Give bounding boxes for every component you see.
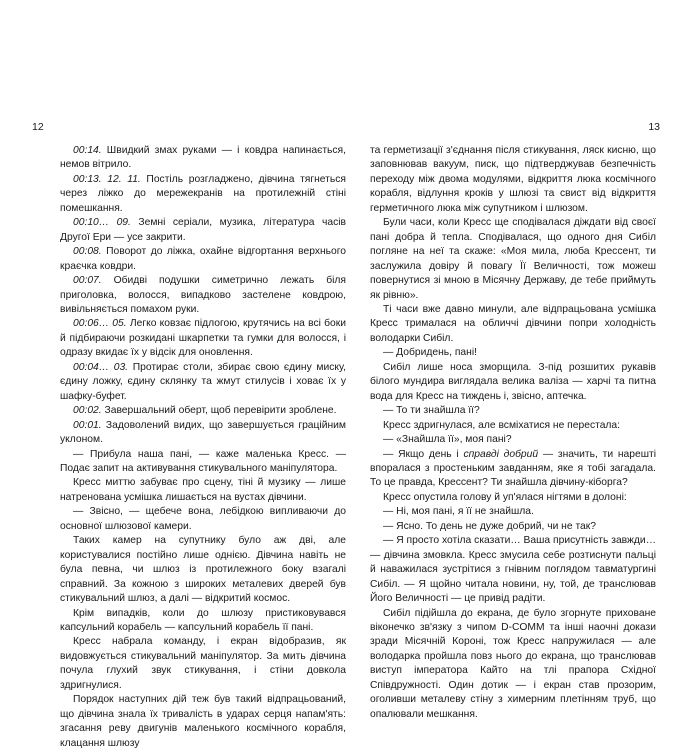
paragraph-text: Обидві подушки симетрично лежать біля приголовка, волосся, випадково застелене ковдрою, вивільняється помахом руки. bbox=[60, 275, 346, 315]
paragraph bbox=[60, 245, 346, 274]
paragraph-text: — Звісно, — щебече вона, лебідкою випливаючи до основної шлюзової камери. bbox=[60, 506, 346, 532]
paragraph bbox=[370, 346, 656, 360]
paragraph bbox=[60, 607, 346, 636]
paragraph-text: Протирає столи, збирає свою єдину миску, єдину ложку, єдину склянку та жмут стилусів і ховає їх у шафку-буфет. bbox=[60, 361, 346, 402]
paragraph-text: Сибіл підійшла до екрана, де було згорнуте приховане віконечко зв'язку з чипом D-COMM та інші наочні докази зради Місячній Короні, тож Кресс напружилася — але володарка пройшла повз нього до екрана, що транслював виступ імператора Кайто на тлі прапора Східної Співдружності. Один дотик — і екран став прозорим, оголивши металеву стіну з химерним плетінням труб, що опалювали мешкання. bbox=[370, 607, 656, 720]
paragraph bbox=[60, 505, 346, 534]
paragraph-text: — Прибула наша пані, — каже маленька Кресс. — Подає запит на активування стикувального маніпулятора. bbox=[60, 448, 346, 474]
paragraph bbox=[60, 216, 346, 245]
paragraph-text: Кресс здригнулася, але всміхатися не перестала: bbox=[383, 419, 621, 431]
paragraph-text: Крім випадків, коли до шлюзу пристиковувався капсульний корабель — капсульний корабель її пані. bbox=[60, 607, 346, 633]
paragraph bbox=[370, 448, 656, 491]
paragraph bbox=[60, 476, 346, 505]
paragraph-text: — Добридень, пані! bbox=[383, 347, 477, 359]
paragraph bbox=[60, 534, 346, 606]
paragraph-text: Постіль розгладжено, дівчина тягнеться через ліжко до мережекранів на протилежній стіні помешкання. bbox=[60, 173, 346, 214]
paragraph-text: Таких камер на супутнику було аж дві, але користувалися постійно лише однією. Дівчина навіть не була певна, чи шлюз із протилежного боку взагалі справний. За кожною з широких металевих дверей був стикувальний шлюз, а далі — відкритий космос. bbox=[60, 535, 346, 605]
left-page-text bbox=[60, 144, 346, 751]
paragraph bbox=[60, 635, 346, 693]
paragraph-text: — «Знайшла її», моя пані? bbox=[383, 434, 512, 446]
timestamp: 00:08. bbox=[73, 246, 102, 258]
paragraph bbox=[370, 505, 656, 519]
paragraph bbox=[60, 448, 346, 477]
paragraph-text: Земні серіали, музика, література часів Другої Ери — усе закрити. bbox=[60, 217, 346, 243]
paragraph bbox=[370, 361, 656, 404]
paragraph bbox=[60, 144, 346, 173]
paragraph bbox=[370, 404, 656, 418]
paragraph-text: Завершальний оберт, щоб перевірити зроблене. bbox=[101, 405, 337, 417]
timestamp: 00:14. bbox=[73, 145, 102, 156]
page-number-right: 13 bbox=[648, 121, 660, 133]
right-page-text bbox=[370, 144, 656, 722]
paragraph-text: Задоволений видих, що завершується граційним уклоном. bbox=[60, 419, 346, 446]
page-number-left: 12 bbox=[32, 121, 44, 133]
emphasis-text: справді добрий bbox=[463, 448, 539, 460]
paragraph bbox=[370, 491, 656, 505]
paragraph bbox=[370, 216, 656, 303]
timestamp: 00:06… 05. bbox=[73, 318, 127, 330]
timestamp: 00:04… 03. bbox=[73, 361, 129, 373]
paragraph bbox=[60, 404, 346, 418]
paragraph-text: Швидкий змах руками — і ковдра напинається, немов вітрило. bbox=[60, 145, 346, 171]
paragraph bbox=[370, 534, 656, 606]
timestamp: 00:07. bbox=[73, 275, 102, 287]
paragraph-text: Кресс опустила голову й уп'ялася нігтями в долоні: bbox=[383, 491, 627, 503]
paragraph bbox=[370, 607, 656, 723]
paragraph-text: Легко ковзає підлогою, крутячись на всі боки й підбираючи розкидані шкарпетки та гумки для волосся, і одразу вкидає їх у відсік для оновлення. bbox=[60, 318, 346, 359]
paragraph bbox=[370, 520, 656, 534]
paragraph-text: Кресс миттю забуває про сцену, тіні й музику — лише натренована усмішка лишається на вустах дівчини. bbox=[60, 477, 346, 503]
paragraph-text: Порядок наступних дій теж був такий відпрацьований, що дівчина знала їх тривалість в ударах серця напам'ять: згасання реву двигунів маленького космічного корабля, клацання шлюзу bbox=[60, 694, 346, 749]
paragraph bbox=[60, 361, 346, 404]
timestamp: 00:13. 12. 11. bbox=[73, 173, 141, 185]
timestamp: 00:10… 09. bbox=[73, 217, 131, 229]
timestamp: 00:01. bbox=[73, 419, 102, 431]
paragraph bbox=[370, 419, 656, 433]
paragraph bbox=[60, 317, 346, 360]
paragraph bbox=[370, 433, 656, 447]
paragraph-text: — значить, ти нарешті впоралася з простеньким завданням, яке я тобі загадала. То це правда, Крессент? Ти знайшла дівчину-кіборга? bbox=[370, 448, 656, 489]
paragraph bbox=[60, 173, 346, 216]
paragraph-text: Сибіл лише носа зморщила. З-під розшитих рукавів білого мундира виглядала велика валіза — харчі та питна вода для Кресс на тиждень і, звісно, аптечка. bbox=[370, 361, 656, 402]
paragraph bbox=[60, 274, 346, 317]
paragraph-text: — Ні, моя пані, я її не знайшла. bbox=[383, 506, 534, 518]
paragraph-text: Поворот до ліжка, охайне відгортання верхнього краєчка ковдри. bbox=[60, 246, 346, 272]
paragraph-text: — Я просто хотіла сказати… Ваша присутність завжди… — дівчина змовкла. Кресс змусила себе розтиснути пальці й наважилася зустрітися з гнівним поглядом тавматургині Сибіл. — Я щойно читала новини, ну, той, де транслював Його Величності — це привід радіти. bbox=[370, 535, 656, 605]
paragraph-text: — Якщо день і bbox=[383, 448, 464, 460]
paragraph bbox=[60, 419, 346, 448]
paragraph-text: Ті часи вже давно минули, але відпрацьована усмішка Кресс трималася на обличчі дівчини попри холодність володарки Сибіл. bbox=[370, 303, 656, 344]
timestamp: 00:02. bbox=[73, 405, 102, 417]
paragraph-text: — То ти знайшла її? bbox=[383, 405, 480, 417]
paragraph bbox=[60, 693, 346, 751]
paragraph-text: Кресс набрала команду, і екран відобразив, як видовжується стикувальний маніпулятор. За мить дівчина почула глухий звук стикування, і стіни довкола здригнулися. bbox=[60, 636, 346, 691]
paragraph bbox=[370, 144, 656, 216]
paragraph-text: Були часи, коли Кресс ще сподівалася діждати від своєї пані добра й тепла. Сподівалася, що одного дня Сибіл погляне на неї та скаже: «Моя мила, люба Крессент, ти заслужила довіру й повагу Її Величності, тож можеш повернутися зі мною в Місячну Державу, де тебе приймуть як рівню». bbox=[370, 217, 656, 301]
paragraph-text: та герметизації з'єднання після стикування, ляск кисню, що заповнював вакуум, писк, що підтверджував безпечність переходу між двома модулями, відкриття люка космічного корабля, відлуння кроків у шлюзі та свист від відкриття герметичного люка між супутником і шлюзом. bbox=[370, 145, 656, 214]
paragraph-text: — Ясно. То день не дуже добрий, чи не так? bbox=[383, 520, 597, 532]
paragraph bbox=[370, 303, 656, 346]
